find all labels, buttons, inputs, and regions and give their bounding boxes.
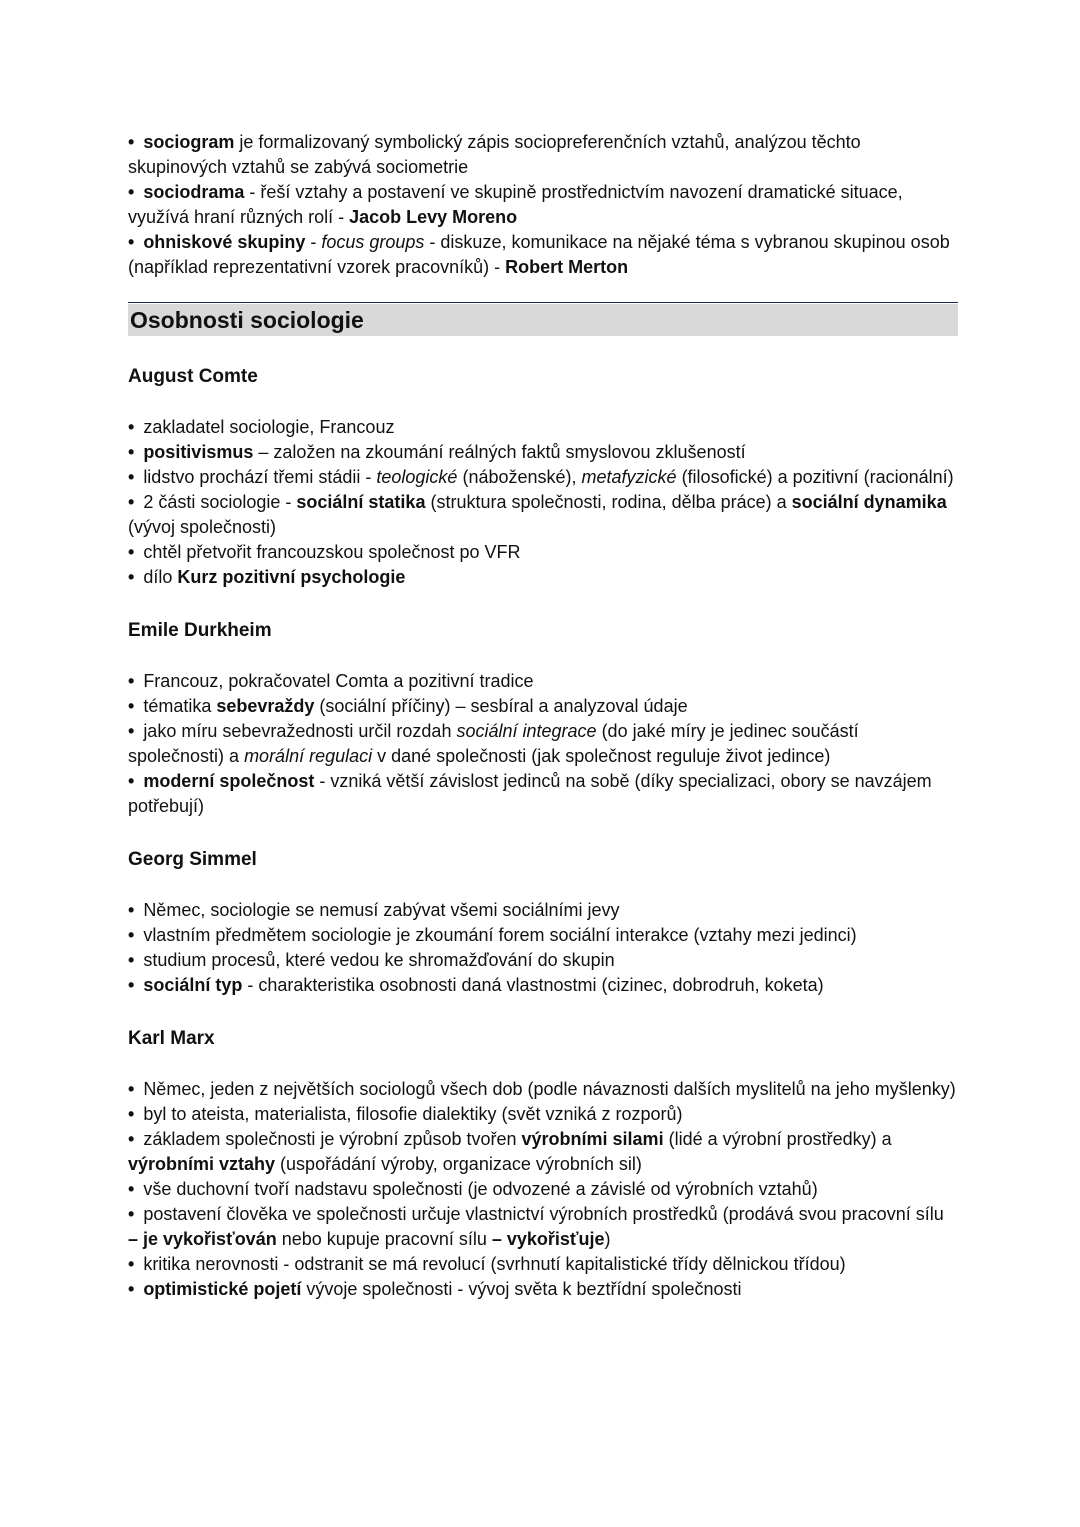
list-item xyxy=(128,1102,958,1127)
text-run: výrobními silami xyxy=(521,1129,664,1149)
text-run: 2 části sociologie - xyxy=(143,492,297,512)
list-item xyxy=(128,415,958,440)
text-run: Němec, jeden z největších sociologů všech dob (podle návaznosti dalších myslitelů na jeho myšlenky) xyxy=(143,1079,956,1099)
text-run: – vykořisťuje xyxy=(491,1229,605,1249)
text-run: (vývoj společnosti) xyxy=(128,517,277,537)
list-item xyxy=(128,1252,958,1277)
text-run: - xyxy=(305,232,322,252)
list-item xyxy=(128,973,958,998)
text-run: moderní společnost xyxy=(143,771,315,791)
text-run: je formalizovaný symbolický zápis sociopreferenčních vztahů, analýzou těchto skupinových vztahů se zabývá sociometrie xyxy=(128,132,861,177)
list-item xyxy=(128,1077,958,1102)
list-item xyxy=(128,1277,958,1302)
intro-list xyxy=(128,130,958,280)
text-run: zakladatel sociologie, Francouz xyxy=(143,417,395,437)
text-run: vývoje společnosti - vývoj světa k beztřídní společnosti xyxy=(301,1279,742,1299)
text-run: lidstvo prochází třemi stádii - xyxy=(143,467,377,487)
person-name: Karl Marx xyxy=(128,1028,215,1049)
person-name: Georg Simmel xyxy=(128,849,257,870)
list-item xyxy=(128,1202,958,1252)
person-name: Emile Durkheim xyxy=(128,620,272,641)
list-item xyxy=(128,130,958,180)
text-run: Robert Merton xyxy=(505,257,629,277)
text-run: - charakteristika osobnosti daná vlastnostmi (cizinec, dobrodruh, koketa) xyxy=(242,975,824,995)
text-run: - vzniká větší závislost jedinců na sobě (díky specializaci, obory se navzájem potřebují) xyxy=(128,771,932,816)
list-item xyxy=(128,898,958,923)
list-item xyxy=(128,490,958,540)
text-run: (náboženské), xyxy=(457,467,582,487)
text-run: – je vykořisťován xyxy=(128,1229,277,1249)
list-item xyxy=(128,540,958,565)
text-run: positivismus xyxy=(143,442,254,462)
text-run: Kurz pozitivní psychologie xyxy=(177,567,406,587)
text-run: studium procesů, které vedou ke shromažďování do skupin xyxy=(143,950,615,970)
text-run: (sociální příčiny) – sesbíral a analyzoval údaje xyxy=(314,696,688,716)
text-run: dílo xyxy=(143,567,178,587)
list-item xyxy=(128,565,958,590)
list-item xyxy=(128,230,958,280)
text-run: (struktura společnosti, rodina, dělba práce) a xyxy=(425,492,792,512)
text-run: chtěl přetvořit francouzskou společnost po VFR xyxy=(143,542,521,562)
section-heading: Osobnosti sociologie xyxy=(128,304,958,336)
list-item xyxy=(128,923,958,948)
text-run: optimistické pojetí xyxy=(143,1279,302,1299)
person-durkheim xyxy=(128,618,958,819)
text-run: focus groups xyxy=(321,232,425,252)
text-run: sebevraždy xyxy=(216,696,315,716)
text-run: postavení člověka ve společnosti určuje vlastnictví výrobních prostředků (prodává svou pracovní sílu xyxy=(143,1204,944,1224)
text-run: sociální integrace xyxy=(456,721,597,741)
list-item xyxy=(128,769,958,819)
list-item xyxy=(128,719,958,769)
text-run: kritika nerovnosti - odstranit se má revolucí (svrhnutí kapitalistické třídy dělnickou třídou) xyxy=(143,1254,846,1274)
list-item xyxy=(128,180,958,230)
person-comte xyxy=(128,364,958,590)
text-run: (filosofické) a pozitivní (racionální) xyxy=(676,467,954,487)
text-run: ) xyxy=(604,1229,611,1249)
list-item xyxy=(128,1177,958,1202)
text-run: nebo kupuje pracovní sílu xyxy=(276,1229,492,1249)
person-name: August Comte xyxy=(128,366,258,387)
person-simmel xyxy=(128,847,958,998)
text-run: metafyzické xyxy=(581,467,677,487)
list-item xyxy=(128,669,958,694)
text-run: morální regulaci xyxy=(244,746,373,766)
text-run: ohniskové skupiny xyxy=(143,232,306,252)
list-item xyxy=(128,440,958,465)
text-run: teologické xyxy=(376,467,458,487)
text-run: – založen na zkoumání reálných faktů smyslovou zklušeností xyxy=(253,442,746,462)
text-run: sociální dynamika xyxy=(791,492,947,512)
text-run: sociogram xyxy=(143,132,235,152)
text-run: byl to ateista, materialista, filosofie dialektiky (svět vzniká z rozporů) xyxy=(143,1104,683,1124)
text-run: v dané společnosti (jak společnost reguluje život jedince) xyxy=(372,746,831,766)
text-run: sociodrama xyxy=(143,182,245,202)
text-run: (lidé a výrobní prostředky) a xyxy=(663,1129,892,1149)
text-run: - diskuze, komunikace na nějaké téma s vybranou skupinou osob (například reprezentativní vzorek pracovníků) - xyxy=(128,232,950,277)
text-run: tématika xyxy=(143,696,217,716)
text-run: vše duchovní tvoří nadstavu společnosti (je odvozené a závislé od výrobních vztahů) xyxy=(143,1179,818,1199)
text-run: Němec, sociologie se nemusí zabývat všemi sociálními jevy xyxy=(143,900,620,920)
text-run: (uspořádání výroby, organizace výrobních sil) xyxy=(275,1154,642,1174)
document-page xyxy=(128,130,958,1302)
list-item xyxy=(128,465,958,490)
text-run: Francouz, pokračovatel Comta a pozitivní tradice xyxy=(143,671,534,691)
list-item xyxy=(128,694,958,719)
text-run: - řeší vztahy a postavení ve skupině prostřednictvím navození dramatické situace, využívá hraní různých rolí - xyxy=(128,182,903,227)
text-run: sociální typ xyxy=(143,975,243,995)
text-run: výrobními vztahy xyxy=(128,1154,276,1174)
text-run: (do jaké míry je jedinec součástí společnosti) a xyxy=(128,721,859,766)
section-divider xyxy=(128,302,958,303)
text-run: Jacob Levy Moreno xyxy=(349,207,518,227)
text-run: jako míru sebevražednosti určil rozdah xyxy=(143,721,457,741)
list-item xyxy=(128,1127,958,1177)
person-marx xyxy=(128,1026,958,1302)
list-item xyxy=(128,948,958,973)
text-run: základem společnosti je výrobní způsob tvořen xyxy=(143,1129,522,1149)
text-run: vlastním předmětem sociologie je zkoumání forem sociální interakce (vztahy mezi jedinci) xyxy=(143,925,857,945)
text-run: sociální statika xyxy=(296,492,426,512)
